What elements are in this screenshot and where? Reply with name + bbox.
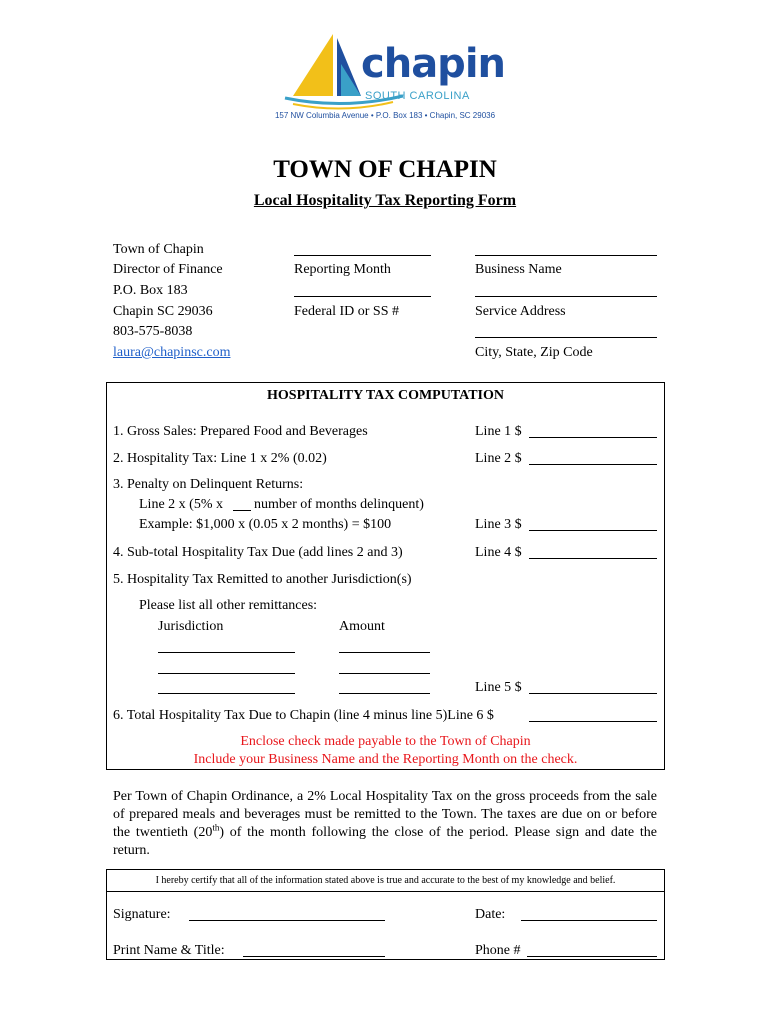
contact-phone: 803-575-8038 xyxy=(113,324,193,339)
line-1-field[interactable] xyxy=(529,437,657,438)
item-3-example: Example: $1,000 x (0.05 x 2 months) = $100 xyxy=(139,517,392,532)
contact-line-3: P.O. Box 183 xyxy=(113,283,188,298)
item-3-label: 3. Penalty on Delinquent Returns: xyxy=(113,477,304,492)
business-name-label: Business Name xyxy=(475,262,562,277)
contact-line-2: Director of Finance xyxy=(113,262,223,277)
line-5-field[interactable] xyxy=(529,693,657,694)
ordinance-paragraph xyxy=(113,788,657,860)
ordinance-text-2: ) of the month following the close of the period. Please sign and date the return. xyxy=(113,825,657,858)
federal-id-field[interactable] xyxy=(294,296,431,297)
certify-statement: I hereby certify that all of the information stated above is true and accurate to the best of my knowledge and belief. xyxy=(155,875,616,886)
months-delinquent-field[interactable] xyxy=(233,510,251,511)
enclose-check-note: Enclose check made payable to the Town of Chapin xyxy=(240,734,531,749)
logo-wordmark: chapin xyxy=(361,41,505,87)
service-address-field[interactable] xyxy=(475,296,657,297)
signature-field[interactable] xyxy=(189,920,385,921)
header-address: 157 NW Columbia Avenue • P.O. Box 183 • Chapin, SC 29036 xyxy=(274,111,496,120)
business-name-field[interactable] xyxy=(475,255,657,256)
print-name-label: Print Name & Title: xyxy=(113,943,225,958)
jurisdiction-header: Jurisdiction xyxy=(158,619,224,634)
contact-line-4: Chapin SC 29036 xyxy=(113,304,213,319)
city-state-zip-label: City, State, Zip Code xyxy=(475,345,593,360)
amount-field-1[interactable] xyxy=(339,652,430,653)
item-3-formula-end: number of months delinquent) xyxy=(254,497,424,512)
page-title: TOWN OF CHAPIN xyxy=(273,156,497,183)
phone-field[interactable] xyxy=(527,956,657,957)
jurisdiction-field-3[interactable] xyxy=(158,693,295,694)
item-4-label: 4. Sub-total Hospitality Tax Due (add lines 2 and 3) xyxy=(113,545,403,560)
amount-field-3[interactable] xyxy=(339,693,430,694)
item-5-instruction: Please list all other remittances: xyxy=(139,598,318,613)
include-business-note: Include your Business Name and the Reporting Month on the check. xyxy=(193,752,578,767)
ordinance-text-1: Per Town of Chapin Ordinance, a 2% Local Hospitality Tax on the gross proceeds from the sale of prepared meals and beverages must be remitted to the Town. The taxes are due on or before the twentieth (20 xyxy=(113,789,657,840)
contact-email-link[interactable]: laura@chapinsc.com xyxy=(113,345,231,360)
line-6-field[interactable] xyxy=(529,721,657,722)
line-5-label: Line 5 $ xyxy=(475,680,522,695)
jurisdiction-field-1[interactable] xyxy=(158,652,295,653)
contact-line-1: Town of Chapin xyxy=(113,242,204,257)
line-3-label: Line 3 $ xyxy=(475,517,522,532)
signature-label: Signature: xyxy=(113,907,171,922)
chapin-logo xyxy=(283,30,505,110)
ordinance-superscript: th xyxy=(212,822,220,833)
logo-state: SOUTH CAROLINA xyxy=(365,90,470,102)
reporting-month-label: Reporting Month xyxy=(294,262,391,277)
item-6-label: 6. Total Hospitality Tax Due to Chapin (line 4 minus line 5)Line 6 $ xyxy=(113,708,494,723)
amount-field-2[interactable] xyxy=(339,673,430,674)
phone-label: Phone # xyxy=(475,943,521,958)
federal-id-label: Federal ID or SS # xyxy=(294,304,399,319)
item-3-formula-start: Line 2 x (5% x xyxy=(139,497,223,512)
certification-divider xyxy=(106,891,665,892)
date-label: Date: xyxy=(475,907,506,922)
item-2-label: 2. Hospitality Tax: Line 1 x 2% (0.02) xyxy=(113,451,327,466)
service-address-label: Service Address xyxy=(475,304,566,319)
print-name-field[interactable] xyxy=(243,956,385,957)
reporting-month-field[interactable] xyxy=(294,255,431,256)
amount-header: Amount xyxy=(339,619,385,634)
jurisdiction-field-2[interactable] xyxy=(158,673,295,674)
date-field[interactable] xyxy=(521,920,657,921)
line-4-label: Line 4 $ xyxy=(475,545,522,560)
computation-heading: HOSPITALITY TAX COMPUTATION xyxy=(267,388,504,403)
city-state-zip-field[interactable] xyxy=(475,337,657,338)
line-2-field[interactable] xyxy=(529,464,657,465)
form-subtitle: Local Hospitality Tax Reporting Form xyxy=(253,192,517,209)
line-1-label: Line 1 $ xyxy=(475,424,522,439)
line-3-field[interactable] xyxy=(529,530,657,531)
item-5-label: 5. Hospitality Tax Remitted to another Jurisdiction(s) xyxy=(113,572,412,587)
line-2-label: Line 2 $ xyxy=(475,451,522,466)
item-1-label: 1. Gross Sales: Prepared Food and Beverages xyxy=(113,424,368,439)
line-4-field[interactable] xyxy=(529,558,657,559)
